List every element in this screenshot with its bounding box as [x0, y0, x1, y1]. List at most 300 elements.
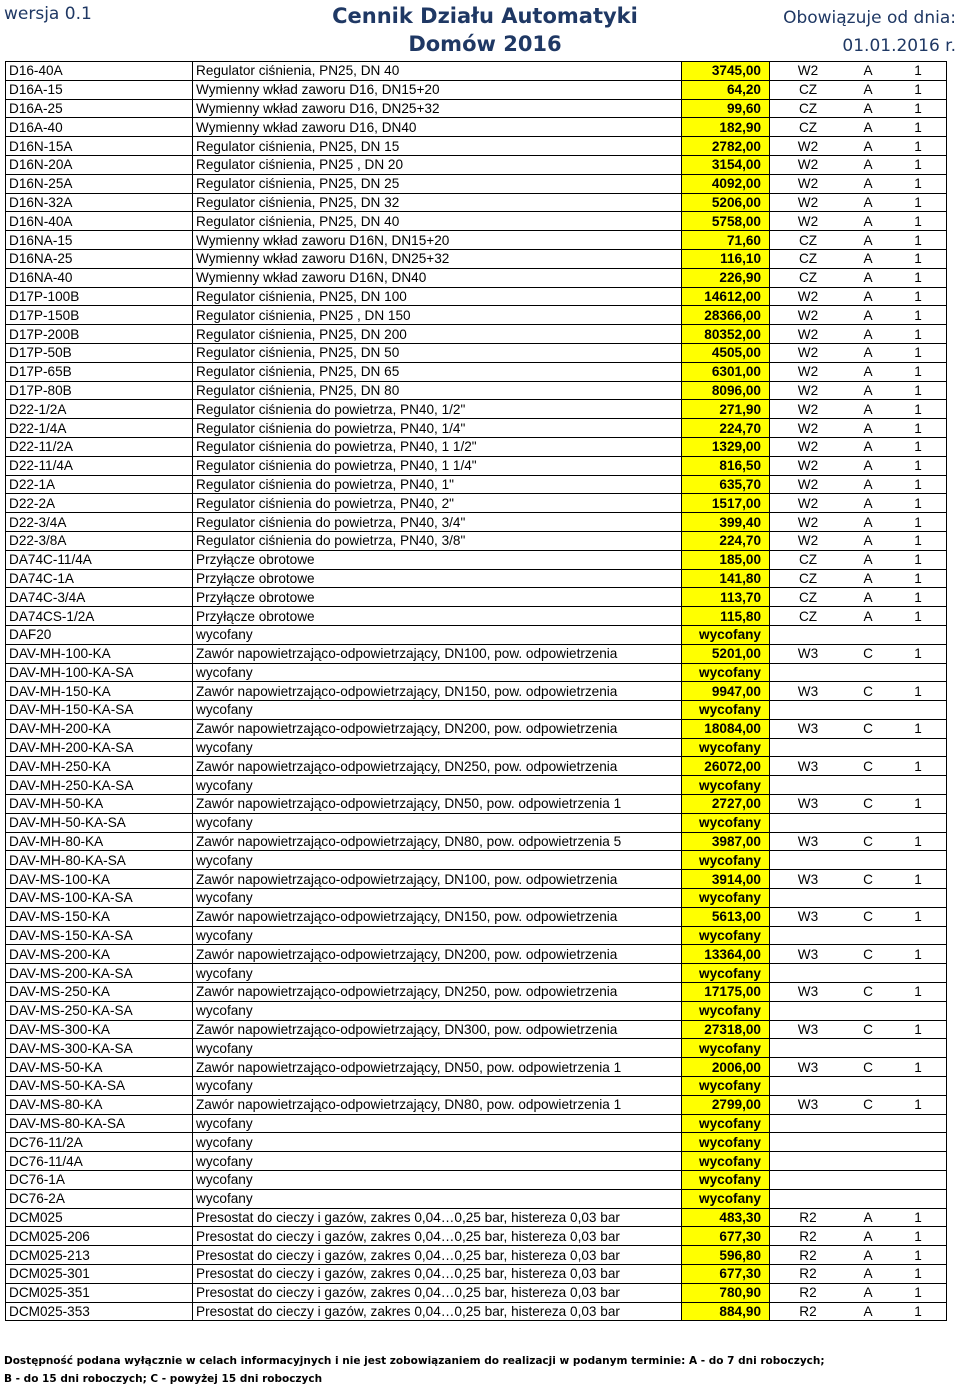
table-row — [6, 1058, 947, 1077]
availability-code: A — [846, 419, 890, 438]
product-price: 635,70 — [682, 475, 770, 494]
product-price: 113,70 — [682, 588, 770, 607]
price-group: W2 — [770, 475, 847, 494]
product-price: wycofany — [682, 851, 770, 870]
product-description: Presostat do cieczy i gazów, zakres 0,04…0,25 bar, histereza 0,03 bar — [193, 1283, 682, 1302]
price-group — [770, 1133, 847, 1152]
availability-code: A — [846, 249, 890, 268]
product-price: wycofany — [682, 1133, 770, 1152]
price-group: CZ — [770, 569, 847, 588]
product-price: wycofany — [682, 1152, 770, 1171]
product-price: 1329,00 — [682, 437, 770, 456]
price-group: W2 — [770, 400, 847, 419]
product-description: Zawór napowietrzająco-odpowietrzający, DN50, pow. odpowietrzenia 1 — [193, 1058, 682, 1077]
product-price: 99,60 — [682, 99, 770, 118]
min-quantity: 1 — [890, 419, 947, 438]
price-group: CZ — [770, 249, 847, 268]
product-description: Zawór napowietrzająco-odpowietrzający, DN150, pow. odpowietrzenia — [193, 682, 682, 701]
product-price: 399,40 — [682, 513, 770, 532]
product-price: 5206,00 — [682, 193, 770, 212]
availability-code: C — [846, 907, 890, 926]
product-description: Regulator ciśnienia do powietrza, PN40, 1" — [193, 475, 682, 494]
min-quantity: 1 — [890, 569, 947, 588]
product-code: DAV-MH-100-KA-SA — [6, 663, 193, 682]
product-description: Regulator ciśnienia, PN25, DN 100 — [193, 287, 682, 306]
product-price: 596,80 — [682, 1246, 770, 1265]
product-price: 182,90 — [682, 118, 770, 137]
availability-code: A — [846, 1208, 890, 1227]
table-row — [6, 607, 947, 626]
table-row — [6, 964, 947, 983]
table-row — [6, 99, 947, 118]
table-row — [6, 1095, 947, 1114]
table-row — [6, 475, 947, 494]
product-code: DAV-MH-250-KA — [6, 757, 193, 776]
min-quantity: 1 — [890, 1058, 947, 1077]
product-description: Zawór napowietrzająco-odpowietrzający, DN250, pow. odpowietrzenia — [193, 757, 682, 776]
product-description: wycofany — [193, 813, 682, 832]
product-price: wycofany — [682, 1171, 770, 1190]
product-price: wycofany — [682, 663, 770, 682]
price-group: W3 — [770, 795, 847, 814]
page-header — [0, 0, 960, 60]
product-code: DCM025-213 — [6, 1246, 193, 1265]
price-group: CZ — [770, 607, 847, 626]
product-price: 71,60 — [682, 231, 770, 250]
availability-code: A — [846, 550, 890, 569]
product-price: wycofany — [682, 701, 770, 720]
product-code: DAV-MH-150-KA — [6, 682, 193, 701]
table-row — [6, 1208, 947, 1227]
product-description: Wymienny wkład zaworu D16, DN25+32 — [193, 99, 682, 118]
product-price: 4505,00 — [682, 343, 770, 362]
table-row — [6, 513, 947, 532]
min-quantity: 1 — [890, 870, 947, 889]
availability-code: C — [846, 832, 890, 851]
price-group: W2 — [770, 343, 847, 362]
table-row — [6, 306, 947, 325]
product-code: DA74C-11/4A — [6, 550, 193, 569]
table-row — [6, 531, 947, 550]
product-price: 816,50 — [682, 456, 770, 475]
table-row — [6, 663, 947, 682]
product-description: Regulator ciśnienia, PN25 , DN 150 — [193, 306, 682, 325]
availability-code: A — [846, 174, 890, 193]
product-description: wycofany — [193, 1114, 682, 1133]
min-quantity: 1 — [890, 832, 947, 851]
product-code: D17P-50B — [6, 343, 193, 362]
product-code: DAV-MS-250-KA-SA — [6, 1001, 193, 1020]
table-row — [6, 795, 947, 814]
availability-code: A — [846, 306, 890, 325]
price-group — [770, 663, 847, 682]
min-quantity — [890, 1114, 947, 1133]
price-group: CZ — [770, 118, 847, 137]
product-description: wycofany — [193, 1133, 682, 1152]
table-row — [6, 1077, 947, 1096]
product-description: Zawór napowietrzająco-odpowietrzający, DN300, pow. odpowietrzenia — [193, 1020, 682, 1039]
price-group: W2 — [770, 513, 847, 532]
product-price: wycofany — [682, 738, 770, 757]
price-group: CZ — [770, 268, 847, 287]
availability-code: A — [846, 1265, 890, 1284]
price-group: R2 — [770, 1246, 847, 1265]
price-group — [770, 738, 847, 757]
product-price: 224,70 — [682, 531, 770, 550]
availability-code: A — [846, 494, 890, 513]
product-description: Regulator ciśnienia, PN25 , DN 20 — [193, 155, 682, 174]
availability-code: A — [846, 212, 890, 231]
product-code: D16N-32A — [6, 193, 193, 212]
product-price: 677,30 — [682, 1227, 770, 1246]
availability-code: A — [846, 400, 890, 419]
product-code: D17P-100B — [6, 287, 193, 306]
table-row — [6, 907, 947, 926]
product-code: D16A-25 — [6, 99, 193, 118]
min-quantity: 1 — [890, 757, 947, 776]
product-price: 271,90 — [682, 400, 770, 419]
availability-code — [846, 738, 890, 757]
min-quantity: 1 — [890, 795, 947, 814]
min-quantity — [890, 1001, 947, 1020]
product-code: DCM025-206 — [6, 1227, 193, 1246]
product-description: Zawór napowietrzająco-odpowietrzający, DN200, pow. odpowietrzenia — [193, 719, 682, 738]
product-description: Presostat do cieczy i gazów, zakres 0,04…0,25 bar, histereza 0,03 bar — [193, 1208, 682, 1227]
price-table — [5, 61, 947, 1321]
product-price: 5201,00 — [682, 644, 770, 663]
table-row — [6, 118, 947, 137]
product-code: DC76-2A — [6, 1189, 193, 1208]
product-description: Zawór napowietrzająco-odpowietrzający, DN80, pow. odpowietrzenia 5 — [193, 832, 682, 851]
min-quantity: 1 — [890, 231, 947, 250]
product-description: Regulator ciśnienia, PN25, DN 25 — [193, 174, 682, 193]
product-code: DAV-MS-200-KA — [6, 945, 193, 964]
min-quantity: 1 — [890, 362, 947, 381]
product-price: 141,80 — [682, 569, 770, 588]
availability-code: A — [846, 531, 890, 550]
min-quantity — [890, 1171, 947, 1190]
product-price: 3154,00 — [682, 155, 770, 174]
product-description: wycofany — [193, 1039, 682, 1058]
product-code: DAV-MS-250-KA — [6, 983, 193, 1002]
table-row — [6, 287, 947, 306]
product-price: 2727,00 — [682, 795, 770, 814]
availability-code — [846, 1133, 890, 1152]
product-price: wycofany — [682, 1001, 770, 1020]
product-code: DAV-MH-80-KA-SA — [6, 851, 193, 870]
price-group: W2 — [770, 287, 847, 306]
product-description: Zawór napowietrzająco-odpowietrzający, DN250, pow. odpowietrzenia — [193, 983, 682, 1002]
price-group: W3 — [770, 1095, 847, 1114]
product-code: DAV-MH-150-KA-SA — [6, 701, 193, 720]
product-description: wycofany — [193, 1152, 682, 1171]
product-description: Przyłącze obrotowe — [193, 569, 682, 588]
availability-code — [846, 926, 890, 945]
availability-code: A — [846, 193, 890, 212]
product-price: 2799,00 — [682, 1095, 770, 1114]
product-code: DAV-MH-100-KA — [6, 644, 193, 663]
availability-code — [846, 776, 890, 795]
min-quantity: 1 — [890, 1265, 947, 1284]
availability-code — [846, 1114, 890, 1133]
table-row — [6, 719, 947, 738]
table-row — [6, 757, 947, 776]
table-row — [6, 1133, 947, 1152]
min-quantity — [890, 964, 947, 983]
product-price: wycofany — [682, 813, 770, 832]
product-description: Przyłącze obrotowe — [193, 607, 682, 626]
price-group — [770, 625, 847, 644]
availability-code: C — [846, 1020, 890, 1039]
product-code: DAV-MH-50-KA — [6, 795, 193, 814]
product-code: D17P-150B — [6, 306, 193, 325]
table-row — [6, 137, 947, 156]
price-group — [770, 964, 847, 983]
availability-code: A — [846, 513, 890, 532]
product-code: D16NA-15 — [6, 231, 193, 250]
product-code: DAV-MS-150-KA-SA — [6, 926, 193, 945]
availability-code: A — [846, 381, 890, 400]
product-description: wycofany — [193, 889, 682, 908]
product-code: DAV-MH-250-KA-SA — [6, 776, 193, 795]
product-description: wycofany — [193, 1001, 682, 1020]
product-price: wycofany — [682, 1114, 770, 1133]
table-row — [6, 1189, 947, 1208]
table-row — [6, 550, 947, 569]
product-code: D16N-40A — [6, 212, 193, 231]
price-group: W3 — [770, 983, 847, 1002]
product-code: DAF20 — [6, 625, 193, 644]
availability-code: A — [846, 80, 890, 99]
table-row — [6, 437, 947, 456]
price-group: W3 — [770, 832, 847, 851]
product-code: DAV-MS-50-KA-SA — [6, 1077, 193, 1096]
availability-code: A — [846, 137, 890, 156]
price-group: R2 — [770, 1265, 847, 1284]
table-row — [6, 738, 947, 757]
availability-code: A — [846, 118, 890, 137]
min-quantity: 1 — [890, 1208, 947, 1227]
product-description: Presostat do cieczy i gazów, zakres 0,04…0,25 bar, histereza 0,03 bar — [193, 1302, 682, 1321]
availability-code: C — [846, 870, 890, 889]
product-code: D16N-25A — [6, 174, 193, 193]
product-description: wycofany — [193, 1077, 682, 1096]
product-description: Regulator ciśnienia do powietrza, PN40, 1 1/2" — [193, 437, 682, 456]
table-row — [6, 419, 947, 438]
table-row — [6, 1302, 947, 1321]
min-quantity — [890, 1133, 947, 1152]
table-row — [6, 1265, 947, 1284]
product-price: 6301,00 — [682, 362, 770, 381]
price-group: R2 — [770, 1227, 847, 1246]
price-group: W2 — [770, 419, 847, 438]
min-quantity: 1 — [890, 719, 947, 738]
table-row — [6, 776, 947, 795]
min-quantity: 1 — [890, 437, 947, 456]
validity-label: Obowiązuje od dnia: — [783, 8, 956, 28]
price-group: W3 — [770, 870, 847, 889]
price-group: W2 — [770, 494, 847, 513]
availability-code: A — [846, 456, 890, 475]
product-description: Regulator ciśnienia do powietrza, PN40, 1 1/4" — [193, 456, 682, 475]
product-description: Regulator ciśnienia, PN25, DN 40 — [193, 212, 682, 231]
availability-code: A — [846, 99, 890, 118]
min-quantity: 1 — [890, 400, 947, 419]
product-code: D22-1/2A — [6, 400, 193, 419]
price-group: W2 — [770, 212, 847, 231]
product-description: Regulator ciśnienia do powietrza, PN40, 1/4" — [193, 419, 682, 438]
min-quantity — [890, 663, 947, 682]
availability-code: A — [846, 569, 890, 588]
price-group — [770, 926, 847, 945]
availability-code: A — [846, 1302, 890, 1321]
product-description: Wymienny wkład zaworu D16, DN15+20 — [193, 80, 682, 99]
availability-code — [846, 889, 890, 908]
availability-code: A — [846, 155, 890, 174]
availability-code — [846, 1152, 890, 1171]
product-code: DAV-MH-80-KA — [6, 832, 193, 851]
product-price: 1517,00 — [682, 494, 770, 513]
product-code: DC76-1A — [6, 1171, 193, 1190]
product-price: 26072,00 — [682, 757, 770, 776]
product-price: 64,20 — [682, 80, 770, 99]
product-price: 3745,00 — [682, 62, 770, 81]
table-row — [6, 625, 947, 644]
availability-code: C — [846, 757, 890, 776]
product-code: DAV-MS-100-KA — [6, 870, 193, 889]
product-description: Zawór napowietrzająco-odpowietrzający, DN50, pow. odpowietrzenia 1 — [193, 795, 682, 814]
min-quantity: 1 — [890, 80, 947, 99]
product-description: Zawór napowietrzająco-odpowietrzający, DN100, pow. odpowietrzenia — [193, 644, 682, 663]
availability-code: A — [846, 437, 890, 456]
min-quantity — [890, 1077, 947, 1096]
product-description: wycofany — [193, 738, 682, 757]
min-quantity: 1 — [890, 588, 947, 607]
min-quantity: 1 — [890, 381, 947, 400]
min-quantity: 1 — [890, 983, 947, 1002]
product-price: 17175,00 — [682, 983, 770, 1002]
table-row — [6, 682, 947, 701]
availability-code — [846, 625, 890, 644]
page-title: Cennik Działu Automatyki Domów 2016 — [332, 4, 638, 56]
min-quantity: 1 — [890, 306, 947, 325]
product-code: DAV-MS-100-KA-SA — [6, 889, 193, 908]
table-row — [6, 813, 947, 832]
price-group: W3 — [770, 719, 847, 738]
product-price: 780,90 — [682, 1283, 770, 1302]
price-group — [770, 1114, 847, 1133]
price-group: W2 — [770, 155, 847, 174]
price-group: W3 — [770, 644, 847, 663]
availability-code: A — [846, 1227, 890, 1246]
product-price: 5758,00 — [682, 212, 770, 231]
min-quantity: 1 — [890, 531, 947, 550]
product-code: DA74CS-1/2A — [6, 607, 193, 626]
min-quantity — [890, 813, 947, 832]
table-row — [6, 381, 947, 400]
table-row — [6, 569, 947, 588]
price-group: W2 — [770, 381, 847, 400]
table-row — [6, 494, 947, 513]
table-row — [6, 1020, 947, 1039]
availability-code: A — [846, 325, 890, 344]
table-row — [6, 644, 947, 663]
table-row — [6, 870, 947, 889]
table-row — [6, 983, 947, 1002]
min-quantity: 1 — [890, 456, 947, 475]
availability-note — [4, 1352, 954, 1388]
product-code: DAV-MS-50-KA — [6, 1058, 193, 1077]
price-group: W2 — [770, 137, 847, 156]
min-quantity: 1 — [890, 1227, 947, 1246]
availability-code: A — [846, 343, 890, 362]
product-description: Regulator ciśnienia do powietrza, PN40, 1/2" — [193, 400, 682, 419]
product-code: D22-11/2A — [6, 437, 193, 456]
product-price: 5613,00 — [682, 907, 770, 926]
price-group: CZ — [770, 231, 847, 250]
table-row — [6, 249, 947, 268]
product-code: DAV-MS-300-KA — [6, 1020, 193, 1039]
availability-code: C — [846, 1095, 890, 1114]
table-row — [6, 1283, 947, 1302]
min-quantity — [890, 851, 947, 870]
price-group — [770, 1171, 847, 1190]
product-description: Presostat do cieczy i gazów, zakres 0,04…0,25 bar, histereza 0,03 bar — [193, 1265, 682, 1284]
product-price: wycofany — [682, 1189, 770, 1208]
price-group: W3 — [770, 907, 847, 926]
min-quantity: 1 — [890, 907, 947, 926]
product-price: 3987,00 — [682, 832, 770, 851]
min-quantity: 1 — [890, 1095, 947, 1114]
availability-code — [846, 964, 890, 983]
table-row — [6, 945, 947, 964]
product-price: wycofany — [682, 926, 770, 945]
price-group: W3 — [770, 757, 847, 776]
product-code: D16NA-25 — [6, 249, 193, 268]
product-code: DCM025-351 — [6, 1283, 193, 1302]
product-description: Regulator ciśnienia, PN25, DN 80 — [193, 381, 682, 400]
product-code: D17P-65B — [6, 362, 193, 381]
product-description: Regulator ciśnienia do powietrza, PN40, 2" — [193, 494, 682, 513]
availability-code: C — [846, 795, 890, 814]
product-code: D22-2A — [6, 494, 193, 513]
product-description: Regulator ciśnienia, PN25, DN 32 — [193, 193, 682, 212]
table-row — [6, 268, 947, 287]
min-quantity — [890, 776, 947, 795]
table-row — [6, 832, 947, 851]
min-quantity: 1 — [890, 155, 947, 174]
table-row — [6, 1227, 947, 1246]
min-quantity: 1 — [890, 550, 947, 569]
table-row — [6, 456, 947, 475]
product-description: Regulator ciśnienia do powietrza, PN40, 3/8" — [193, 531, 682, 550]
availability-code: C — [846, 644, 890, 663]
product-price: 116,10 — [682, 249, 770, 268]
product-description: Zawór napowietrzająco-odpowietrzający, DN100, pow. odpowietrzenia — [193, 870, 682, 889]
price-group — [770, 1152, 847, 1171]
product-code: DC76-11/2A — [6, 1133, 193, 1152]
product-code: DCM025 — [6, 1208, 193, 1227]
min-quantity — [890, 701, 947, 720]
product-code: D16N-15A — [6, 137, 193, 156]
availability-code: A — [846, 62, 890, 81]
price-group: CZ — [770, 99, 847, 118]
product-price: wycofany — [682, 964, 770, 983]
product-price: 2782,00 — [682, 137, 770, 156]
validity-date: 01.01.2016 r. — [842, 36, 956, 56]
table-row — [6, 1246, 947, 1265]
product-description: Przyłącze obrotowe — [193, 588, 682, 607]
